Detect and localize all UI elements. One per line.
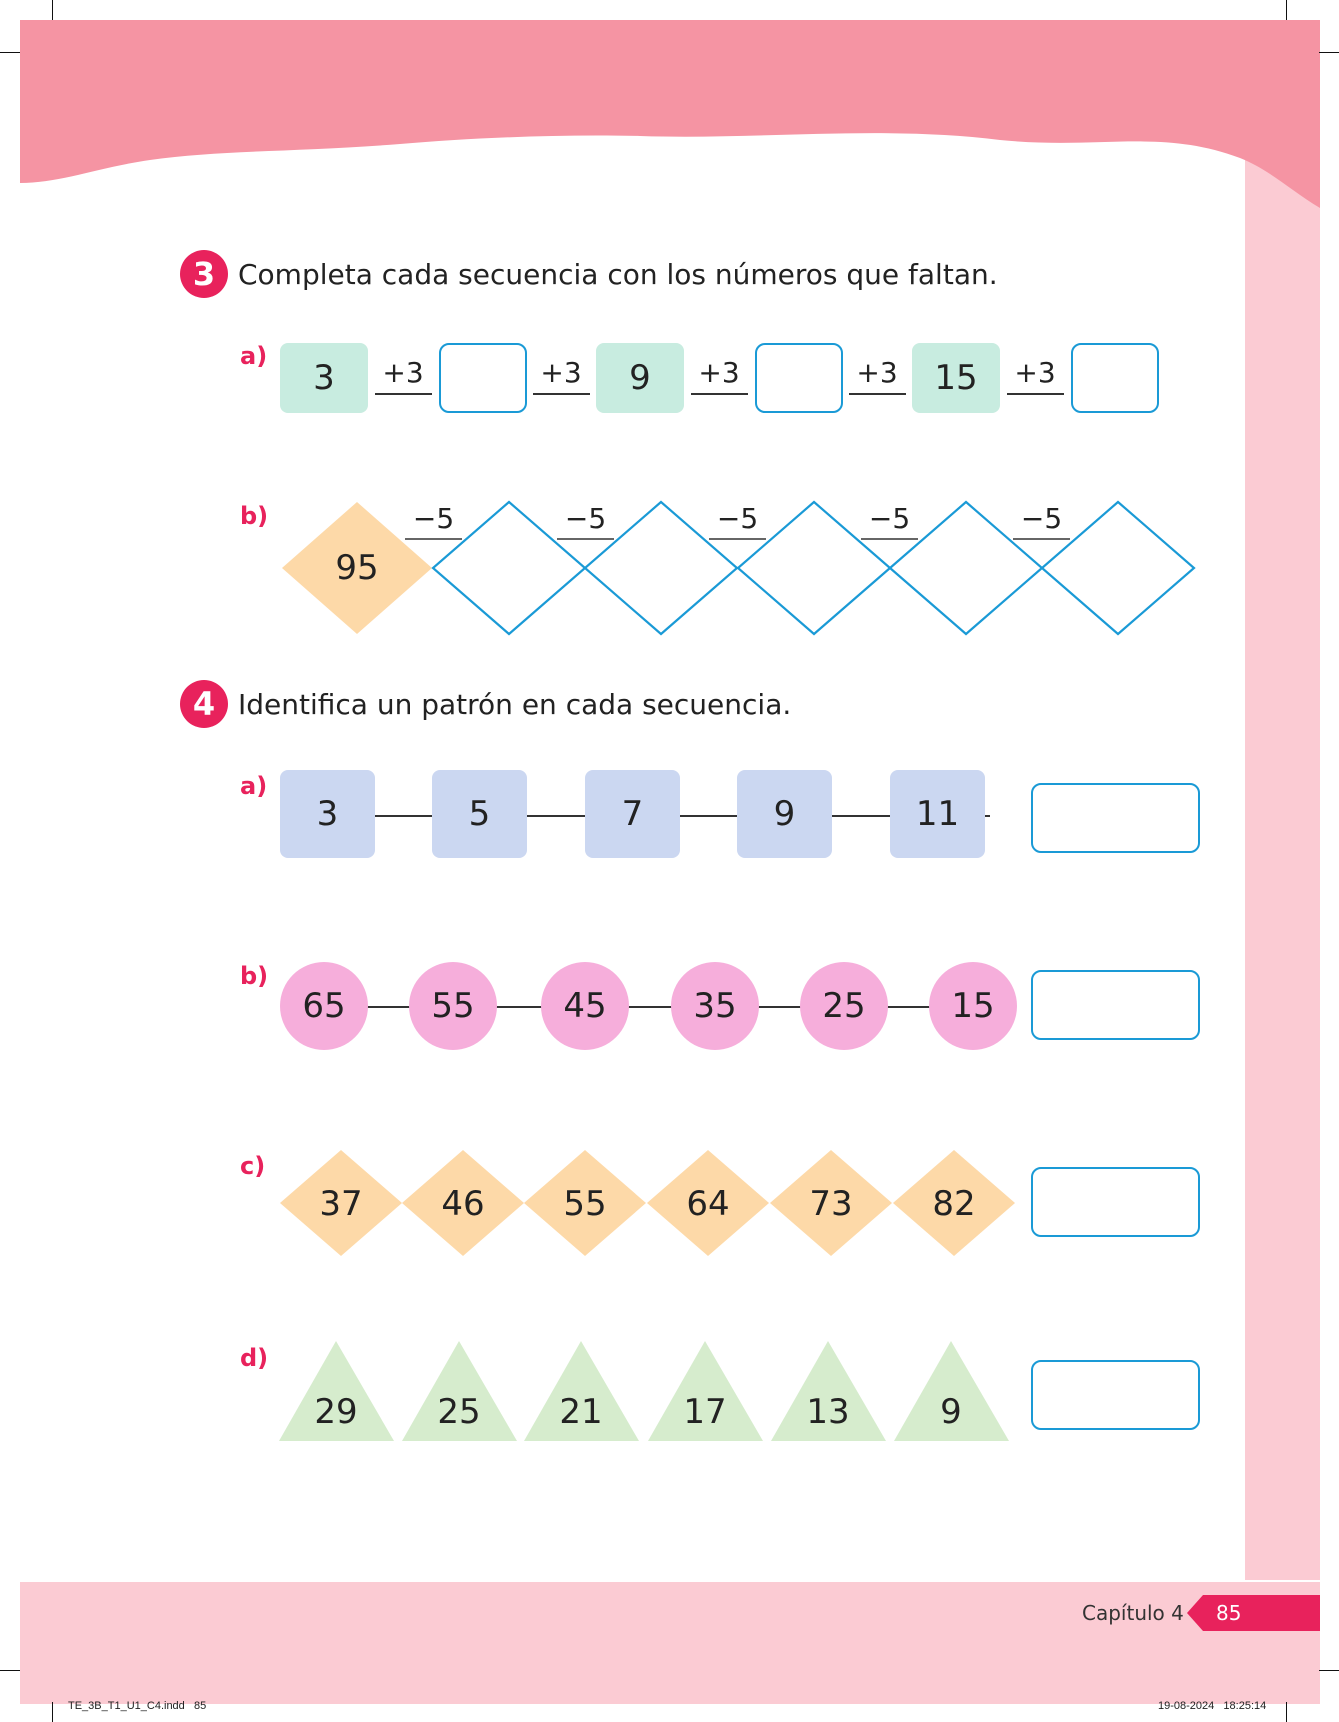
diamond-value: 46 <box>441 1184 485 1224</box>
operation-label: +3 <box>540 356 582 389</box>
operation-label: −5 <box>564 502 607 535</box>
start-diamond-value: 95 <box>335 548 379 588</box>
sequence-tile: 5 <box>432 770 527 858</box>
file-slug: TE_3B_T1_U1_C4.indd 85 <box>68 1700 207 1712</box>
exercise-4-instruction: Identifica un patrón en cada secuencia. <box>238 688 792 721</box>
diamond-chain <box>0 0 1339 700</box>
sequence-circle: 35 <box>671 962 759 1050</box>
crop-mark <box>0 1670 20 1671</box>
sequence-tile: 3 <box>280 343 368 413</box>
diamond-value: 55 <box>563 1184 607 1224</box>
item-letter-4b: b) <box>240 962 269 990</box>
sequence-circle: 45 <box>541 962 629 1050</box>
operation-label: −5 <box>1020 502 1063 535</box>
operation-label: +3 <box>856 356 898 389</box>
sequence-tile: 7 <box>585 770 680 858</box>
triangle-value: 9 <box>940 1392 962 1432</box>
operation-label: +3 <box>698 356 740 389</box>
item-letter-4a: a) <box>240 772 268 800</box>
answer-box[interactable] <box>1031 783 1200 853</box>
item-letter-4c: c) <box>240 1152 266 1180</box>
crop-mark <box>1286 1702 1287 1722</box>
triangle-value: 17 <box>683 1392 727 1432</box>
item-letter-4d: d) <box>240 1344 269 1372</box>
triangle-value: 13 <box>806 1392 850 1432</box>
sequence-tile: 11 <box>890 770 985 858</box>
exercise-4-number-badge: 4 <box>180 680 228 728</box>
answer-box[interactable] <box>1031 1167 1200 1237</box>
diamond-value: 73 <box>809 1184 853 1224</box>
sequence-circle: 65 <box>280 962 368 1050</box>
sequence-circle: 15 <box>929 962 1017 1050</box>
operation-label: +3 <box>1014 356 1056 389</box>
triangle-value: 29 <box>314 1392 358 1432</box>
datetime-slug: 19-08-2024 18:25:14 <box>1158 1700 1267 1712</box>
sequence-circle: 55 <box>409 962 497 1050</box>
diamond-value: 37 <box>319 1184 363 1224</box>
sequence-circle: 25 <box>800 962 888 1050</box>
sequence-tile: 3 <box>280 770 375 858</box>
page-number: 85 <box>1216 1601 1242 1625</box>
operation-label: −5 <box>716 502 759 535</box>
answer-box[interactable] <box>1031 970 1200 1040</box>
chapter-label: Capítulo 4 <box>1082 1601 1184 1625</box>
operation-label: +3 <box>382 356 424 389</box>
triangle-value: 25 <box>437 1392 481 1432</box>
operation-label: −5 <box>868 502 911 535</box>
crop-mark <box>1319 1670 1339 1671</box>
operation-label: −5 <box>412 502 455 535</box>
diamond-value: 82 <box>932 1184 976 1224</box>
sequence-tile: 9 <box>596 343 684 413</box>
answer-box[interactable] <box>1031 1360 1200 1430</box>
item-letter-3a: a) <box>240 342 268 370</box>
item-letter-3b: b) <box>240 502 269 530</box>
exercise-3-instruction: Completa cada secuencia con los números que faltan. <box>238 258 998 291</box>
diamond-value: 64 <box>686 1184 730 1224</box>
page-number-tab <box>1187 1595 1320 1631</box>
sequence-tile: 15 <box>912 343 1000 413</box>
triangle-value: 21 <box>559 1392 603 1432</box>
exercise-3-number-badge: 3 <box>180 250 228 298</box>
sequence-tile: 9 <box>737 770 832 858</box>
crop-mark <box>52 1702 53 1722</box>
